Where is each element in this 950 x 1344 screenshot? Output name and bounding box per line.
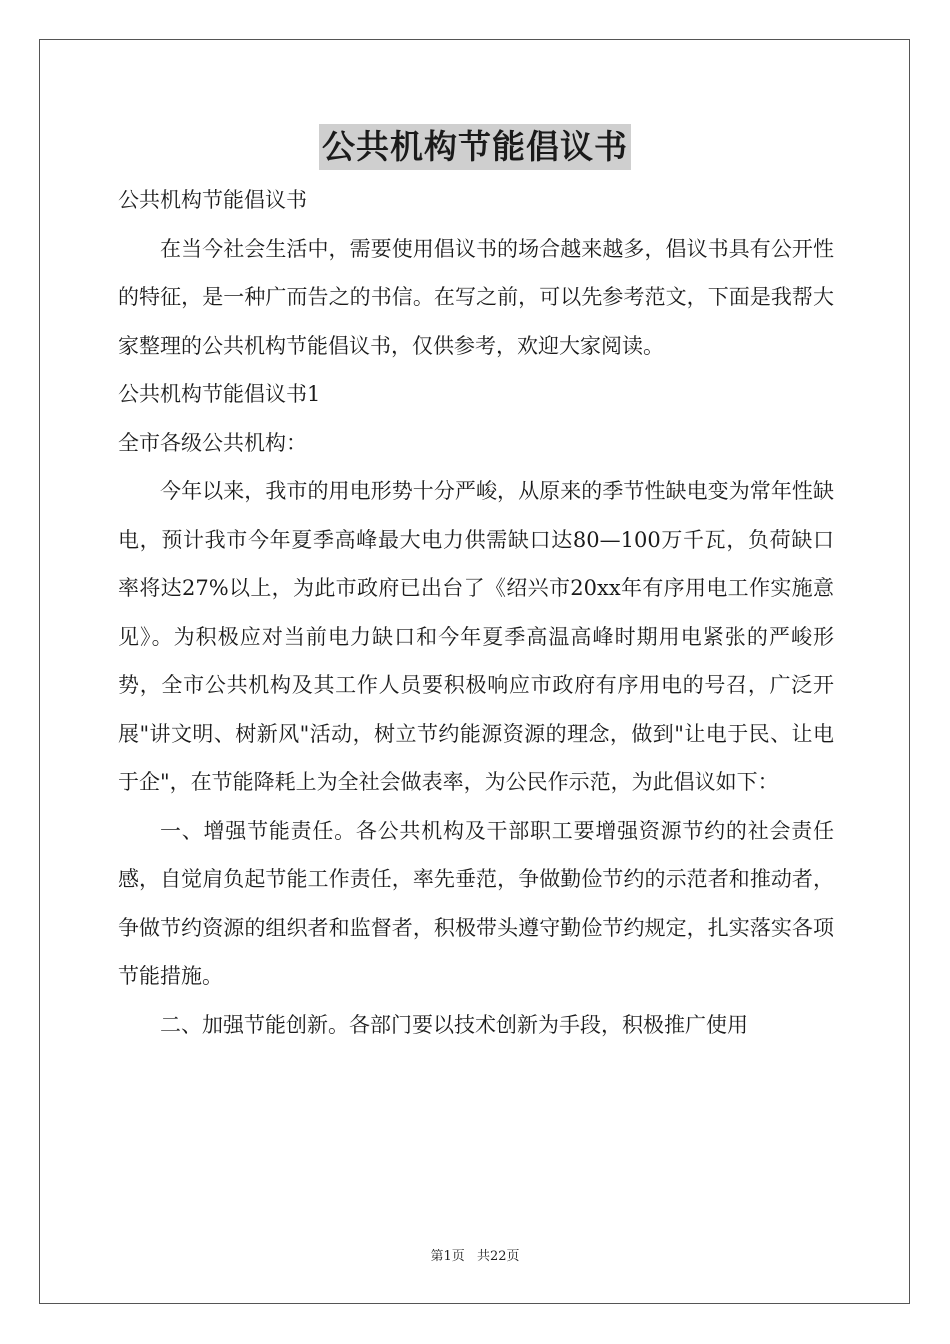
- document-title: 公共机构节能倡议书: [319, 124, 631, 170]
- paragraph: 二、加强节能创新。各部门要以技术创新为手段，积极推广使用: [160, 1012, 748, 1037]
- document-body: [118, 176, 834, 1049]
- salutation: 全市各级公共机构：: [118, 430, 307, 455]
- section-heading: 公共机构节能倡议书1: [118, 382, 321, 406]
- paragraph: 公共机构节能倡议书: [118, 188, 307, 212]
- title-area: [0, 124, 950, 170]
- page-footer: [0, 1245, 950, 1264]
- paragraph: 在当今社会生活中，需要使用倡议书的场合越来越多，倡议书具有公开性的特征，是一种广而告之的书信。在写之前，可以先参考范文，下面是我帮大家整理的公共机构节能倡议书，仅供参考，欢迎大家阅读。: [118, 236, 834, 358]
- paragraph: 一、增强节能责任。各公共机构及干部职工要增强资源节约的社会责任感，自觉肩负起节能工作责任，率先垂范，争做勤俭节约的示范者和推动者，争做节约资源的组织者和监督者，积极带头遵守勤俭节约规定，扎实落实各项节能措施。: [118, 818, 834, 988]
- paragraph: 今年以来，我市的用电形势十分严峻，从原来的季节性缺电变为常年性缺电，预计我市今年夏季高峰最大电力供需缺口达80—100万千瓦，负荷缺口率将达27%以上，为此市政府已出台了《绍兴市20xx年有序用电工作实施意见》。为积极应对当前电力缺口和今年夏季高温高峰时期用电紧张的严峻形势，全市公共机构及其工作人员要积极响应市政府有序用电的号召，广泛开展"讲文明、树新风"活动，树立节约能源资源的理念，做到"让电于民、让电于企"，在节能降耗上为全社会做表率，为公民作示范，为此倡议如下：: [118, 479, 834, 794]
- page-total: 共22页: [476, 1249, 520, 1264]
- page-number: 第1页: [430, 1249, 465, 1264]
